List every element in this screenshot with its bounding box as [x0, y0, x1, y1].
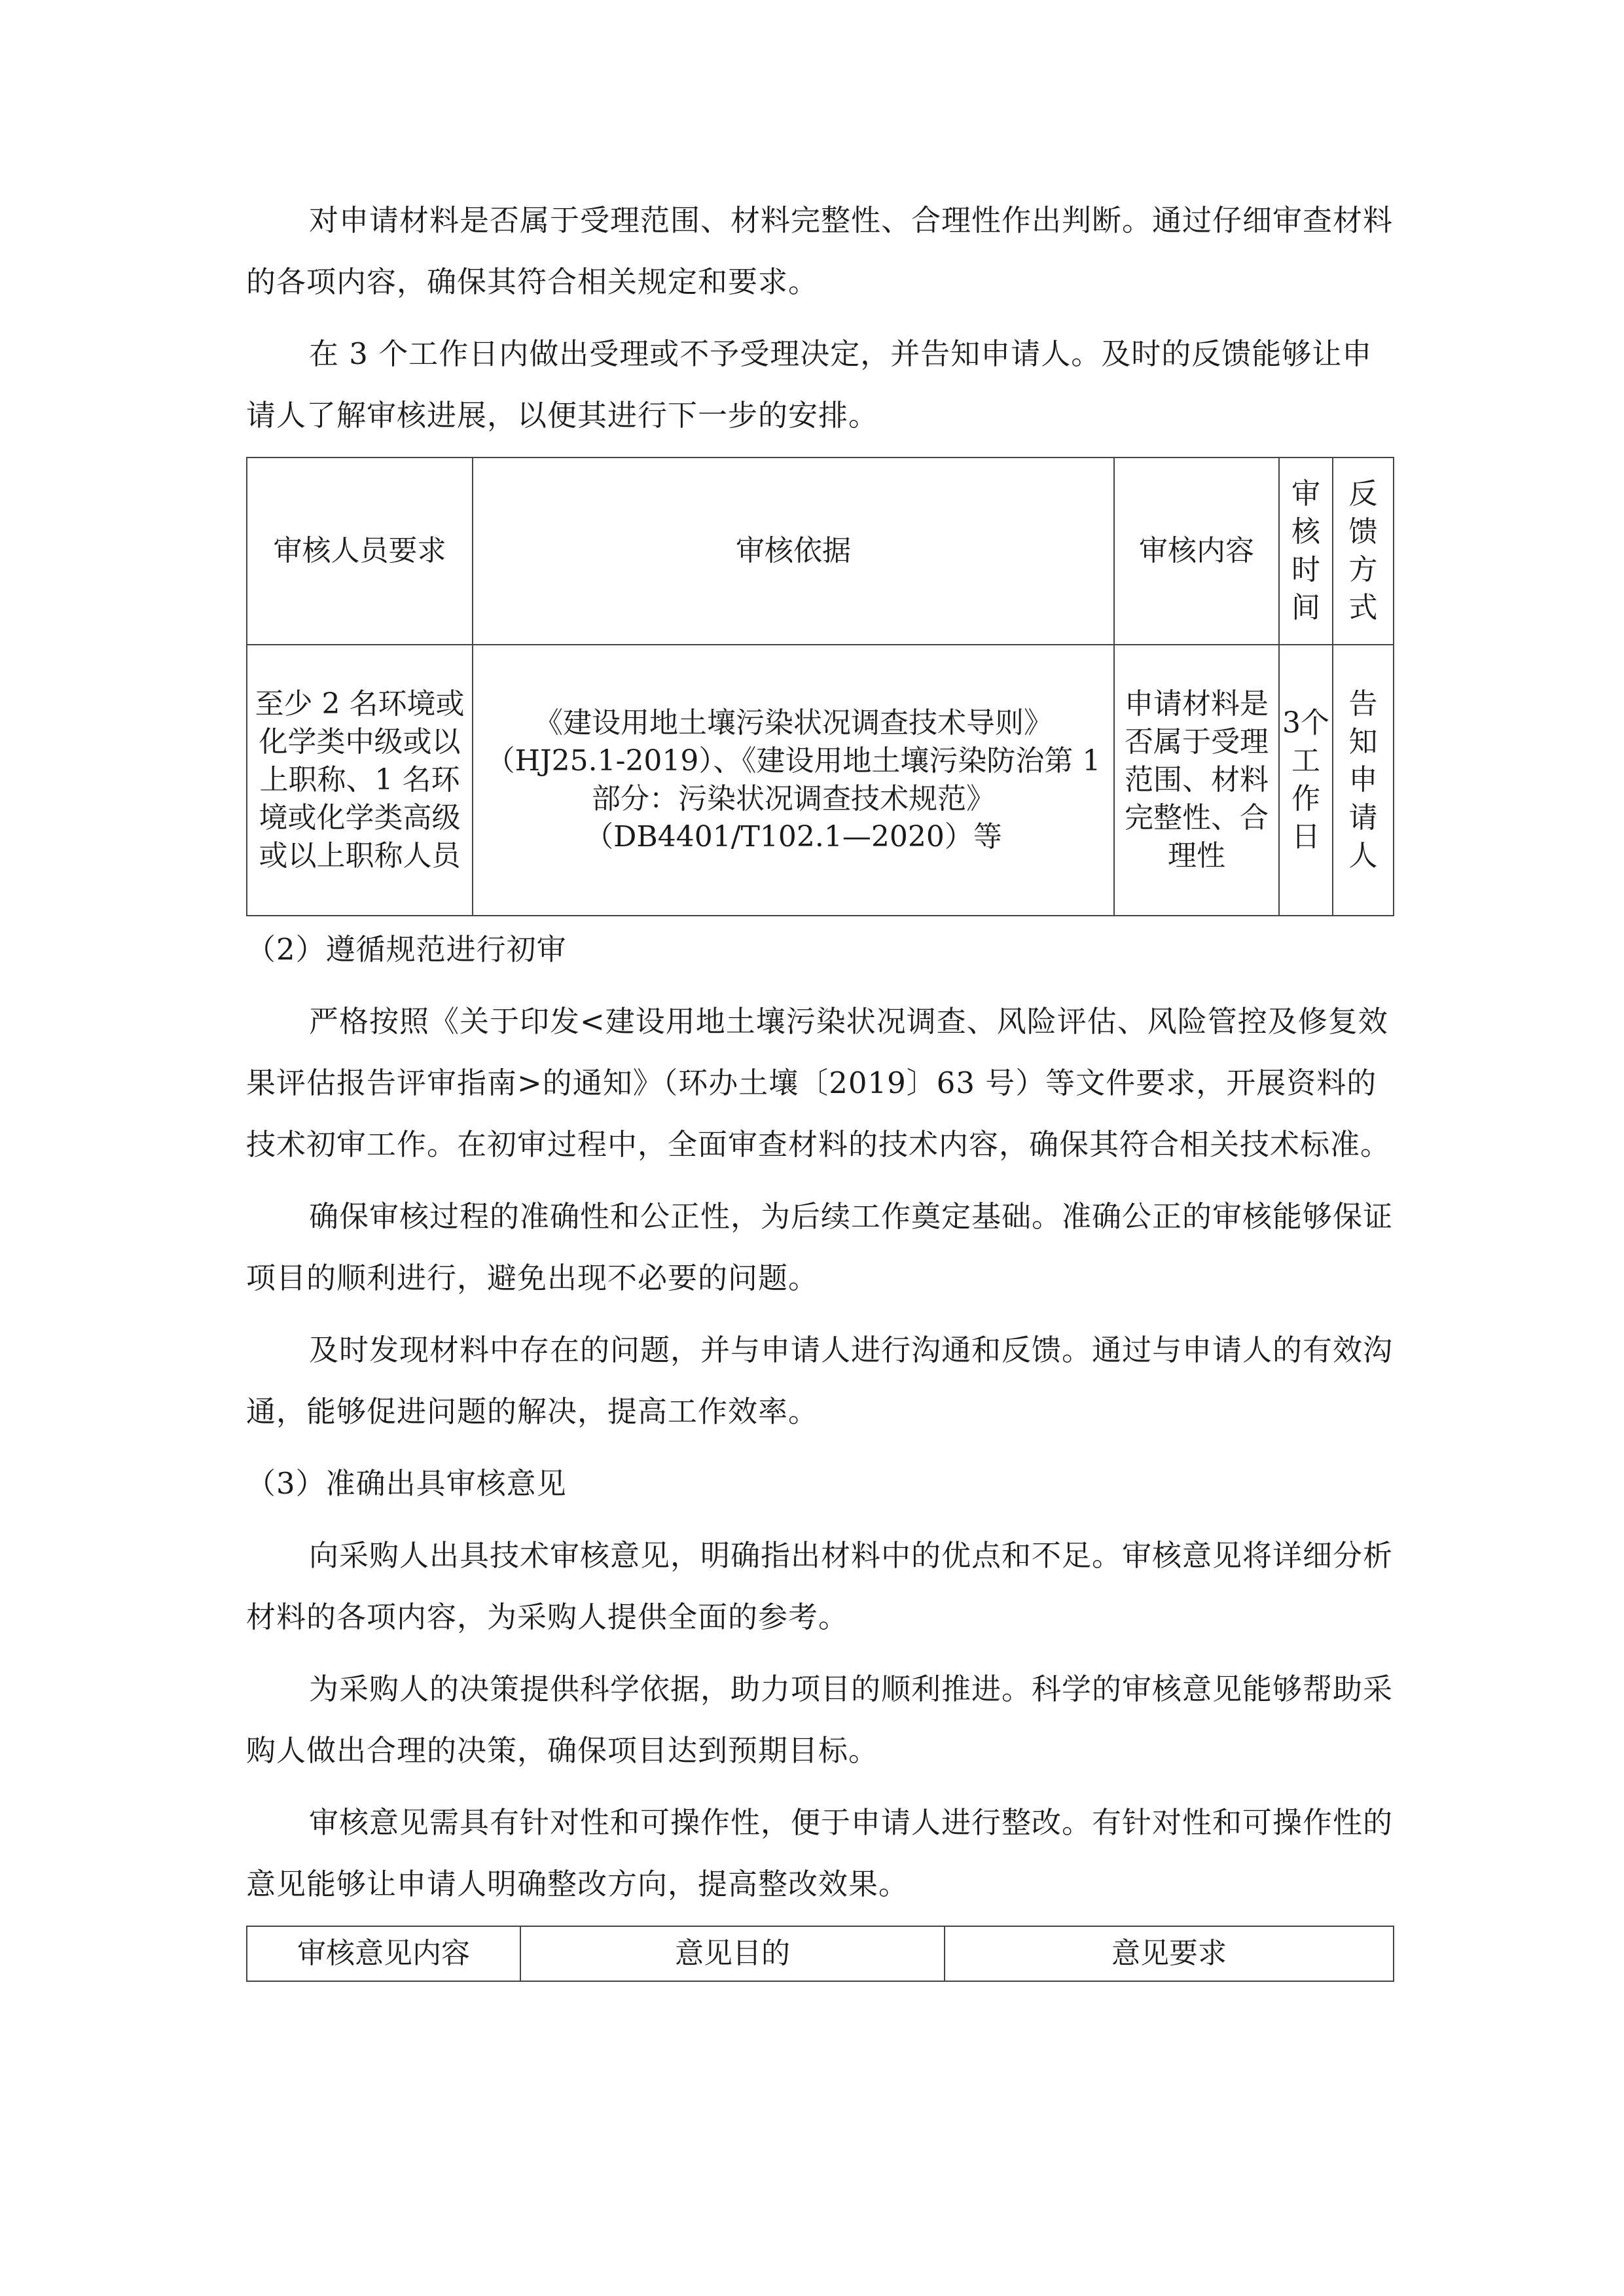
- table-row: [247, 645, 1394, 916]
- cell-content: 申请材料是否属于受理范围、材料完整性、合理性: [1114, 645, 1279, 916]
- section-2-paragraph-3: 及时发现材料中存在的问题，并与申请人进行沟通和反馈。通过与申请人的有效沟通，能够促进问题的解决，提高工作效率。: [246, 1333, 1394, 1429]
- basis-line-3: （DB4401/T102.1—2020）等: [585, 820, 1002, 853]
- table-header-row: [247, 457, 1394, 645]
- section-2-paragraph-2: 确保审核过程的准确性和公正性，为后续工作奠定基础。准确公正的审核能够保证项目的顺利进行，避免出现不必要的问题。: [246, 1199, 1394, 1295]
- cell-personnel: 至少 2 名环境或化学类中级或以上职称、1 名环境或化学类高级或以上职称人员: [247, 645, 473, 916]
- header-basis: 审核依据: [473, 457, 1114, 645]
- header-opinion-content: 审核意见内容: [247, 1926, 520, 1981]
- header-feedback: 反馈方式: [1333, 457, 1394, 645]
- header-opinion-requirements: 意见要求: [945, 1926, 1394, 1981]
- cell-basis: [473, 645, 1114, 916]
- section-2-paragraph-1: 严格按照《关于印发<建设用地土壤污染状况调查、风险评估、风险管控及修复效果评估报告评审指南>的通知》（环办土壤〔2019〕63 号）等文件要求，开展资料的技术初审工作。在初审过程中，全面审查材料的技术内容，确保其符合相关技术标准。: [246, 1004, 1391, 1162]
- cell-feedback: 告知申请人: [1333, 645, 1394, 916]
- basis-line-1: 《建设用地土壤污染状况调查技术导则》: [534, 706, 1053, 740]
- section-2-heading: （2）遵循规范进行初审: [246, 932, 567, 967]
- section-3-paragraph-2: 为采购人的决策提供科学依据，助力项目的顺利推进。科学的审核意见能够帮助采购人做出合理的决策，确保项目达到预期目标。: [246, 1672, 1394, 1768]
- header-time: 审核时间: [1279, 457, 1333, 645]
- review-requirements-table: [246, 457, 1394, 916]
- header-content: 审核内容: [1114, 457, 1279, 645]
- header-opinion-purpose: 意见目的: [520, 1926, 945, 1981]
- section-3-paragraph-1: 向采购人出具技术审核意见，明确指出材料中的优点和不足。审核意见将详细分析材料的各项内容，为采购人提供全面的参考。: [246, 1538, 1394, 1634]
- document-body: [246, 190, 1393, 1982]
- intro-paragraph-1: 对申请材料是否属于受理范围、材料完整性、合理性作出判断。通过仔细审查材料的各项内容，确保其符合相关规定和要求。: [246, 203, 1394, 299]
- review-opinion-table: [246, 1926, 1394, 1982]
- basis-line-2: （HJ25.1-2019）、《建设用地土壤污染防治第 1 部分：污染状况调查技术规范》: [486, 744, 1101, 816]
- section-3-heading: （3）准确出具审核意见: [246, 1466, 567, 1501]
- intro-paragraph-2: 在 3 个工作日内做出受理或不予受理决定，并告知申请人。及时的反馈能够让申请人了解审核进展，以便其进行下一步的安排。: [246, 336, 1373, 433]
- table-header-row: [247, 1926, 1394, 1981]
- section-3-paragraph-3: 审核意见需具有针对性和可操作性，便于申请人进行整改。有针对性和可操作性的意见能够让申请人明确整改方向，提高整改效果。: [246, 1805, 1394, 1901]
- header-personnel: 审核人员要求: [247, 457, 473, 645]
- cell-time: 3个工作日: [1279, 645, 1333, 916]
